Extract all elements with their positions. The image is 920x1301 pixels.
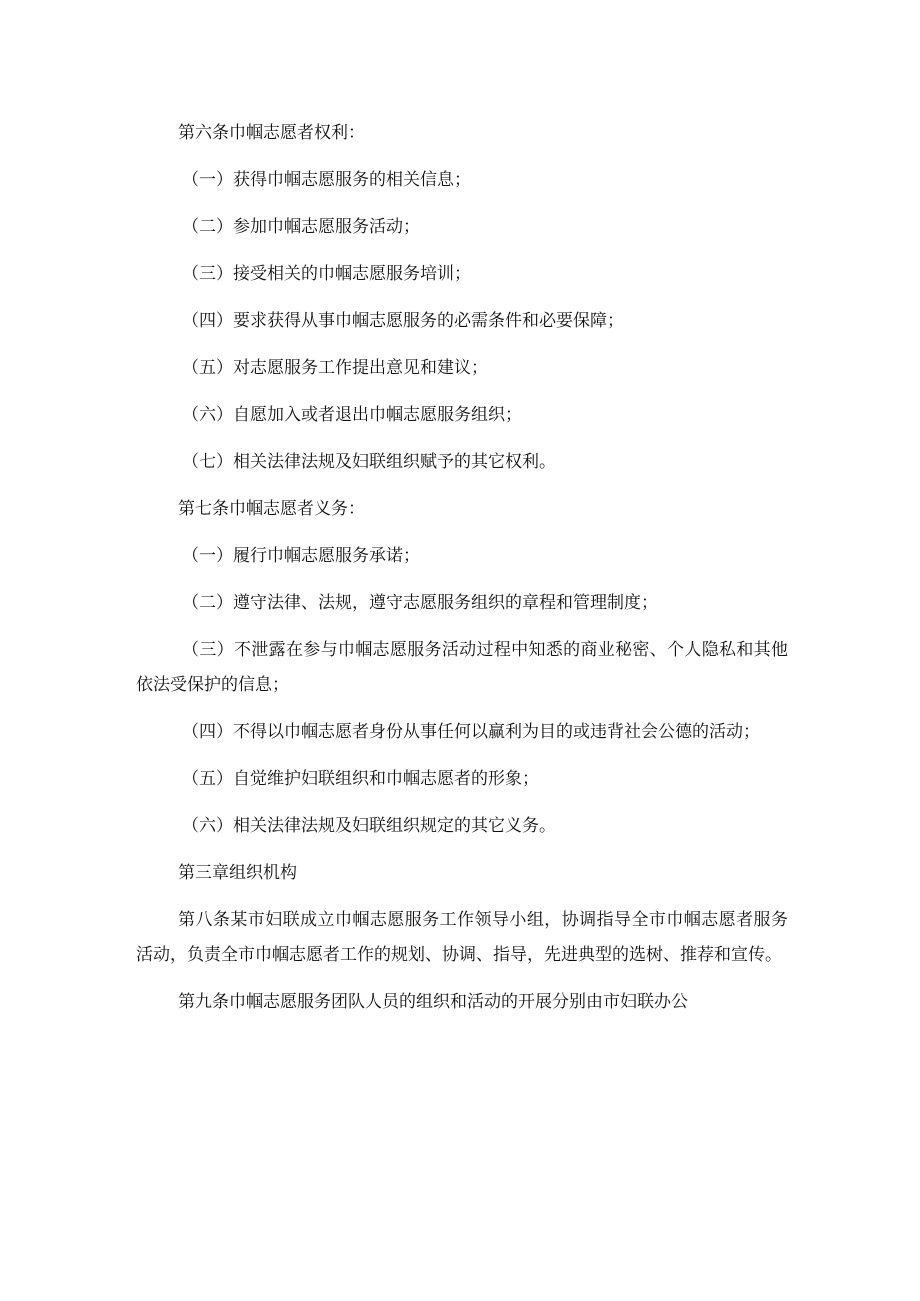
article-7-item-1: （一）履行巾帼志愿服务承诺；: [182, 546, 420, 566]
article-6-item-7: （七）相关法律法规及妇联组织赋予的其它权利。: [182, 452, 556, 472]
article-9-paragraph: 第九条巾帼志愿服务团队人员的组织和活动的开展分别由市妇联办公: [178, 992, 688, 1012]
article-7-item-3: （三）不泄露在参与巾帼志愿服务活动过程中知悉的商业秘密、个人隐私和其他依法受保护的信息；: [136, 640, 788, 695]
article-6-item-4: （四）要求获得从事巾帼志愿服务的必需条件和必要保障；: [182, 311, 624, 331]
document-body: [136, 116, 788, 1032]
article-7-item-6: （六）相关法律法规及妇联组织规定的其它义务。: [182, 816, 556, 836]
article-7-item-4: （四）不得以巾帼志愿者身份从事任何以赢利为目的或违背社会公德的活动；: [182, 722, 760, 742]
article-6-heading: 第六条巾帼志愿者权利：: [178, 123, 365, 143]
article-6-item-3: （三）接受相关的巾帼志愿服务培训；: [182, 264, 471, 284]
article-7-item-2: （二）遵守法律、法规，遵守志愿服务组织的章程和管理制度；: [182, 593, 658, 613]
article-6-item-6: （六）自愿加入或者退出巾帼志愿服务组织；: [182, 405, 522, 425]
article-6-item-5: （五）对志愿服务工作提出意见和建议；: [182, 358, 488, 378]
article-7-item-5: （五）自觉维护妇联组织和巾帼志愿者的形象；: [182, 769, 539, 789]
article-6-item-1: （一）获得巾帼志愿服务的相关信息；: [182, 170, 471, 190]
article-6-item-2: （二）参加巾帼志愿服务活动；: [182, 217, 420, 237]
article-8-paragraph: 第八条某市妇联成立巾帼志愿服务工作领导小组，协调指导全市巾帼志愿者服务活动，负责全市巾帼志愿者工作的规划、协调、指导，先进典型的选树、推荐和宣传。: [136, 910, 788, 965]
article-7-heading: 第七条巾帼志愿者义务：: [178, 499, 365, 519]
chapter-3-heading: 第三章组织机构: [178, 863, 297, 883]
